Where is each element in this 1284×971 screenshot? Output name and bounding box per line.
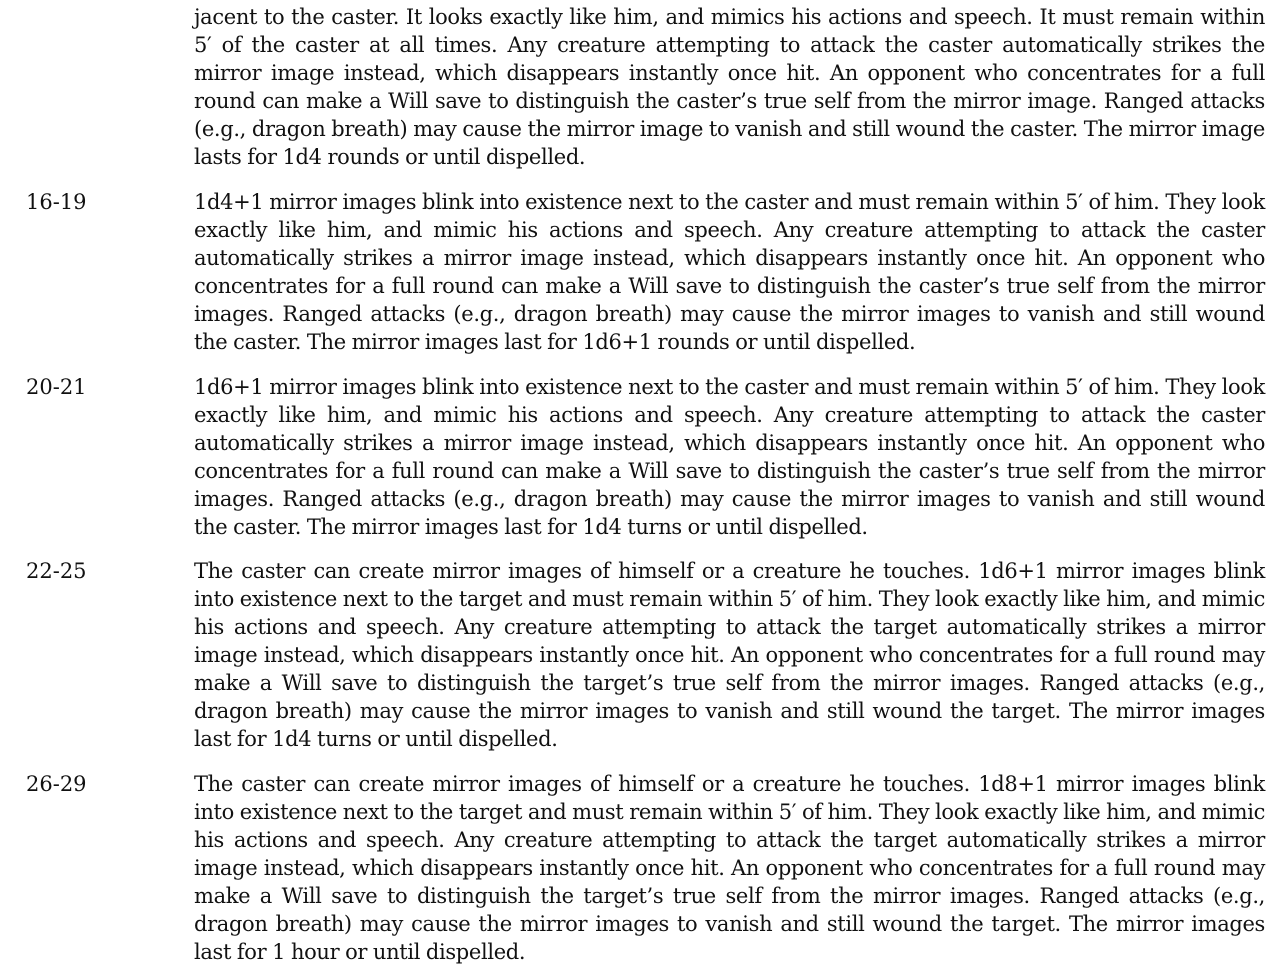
result-description: The caster can create mirror images of himself or a creature he touches. 1d8+1 mirror images blink into existence next to the target and must remain within 5′ of him. They look exactly like him, and mimic his actions and speech. Any creature attempting to attack the target automatically strikes a mirror image instead, which disappears instantly once hit. An opponent who concentrates for a full round may make a Will save to distinguish the target’s true self from the mirror images. Ranged attacks (e.g., dragon breath) may cause the mirror images to vanish and still wound the target. The mirror images last for 1 hour or until dispelled. <box>194 772 1265 964</box>
roll-range: 22-25 <box>26 559 87 583</box>
roll-range: 26-29 <box>26 772 87 796</box>
result-description: 1d6+1 mirror images blink into existence next to the caster and must remain within 5′ of him. They look exactly like him, and mimic his actions and speech. Any creature attempting to attack the caster automatically strikes a mirror image instead, which disappears instantly once hit. An opponent who concentrates for a full round can make a Will save to distinguish the caster’s true self from the mirror images. Ranged attacks (e.g., dragon breath) may cause the mirror images to vanish and still wound the caster. The mirror images last for 1d4 turns or until dispelled. <box>194 375 1265 539</box>
roll-range: 20-21 <box>26 375 87 399</box>
result-description: The caster can create mirror images of himself or a creature he touches. 1d6+1 mirror images blink into existence next to the target and must remain within 5′ of him. They look exactly like him, and mimic his actions and speech. Any creature attempting to attack the target automatically strikes a mirror image instead, which disappears instantly once hit. An opponent who concentrates for a full round may make a Will save to distinguish the target’s true self from the mirror images. Ranged attacks (e.g., dragon breath) may cause the mirror images to vanish and still wound the target. The mirror images last for 1d4 turns or until dispelled. <box>194 559 1265 751</box>
result-description: jacent to the caster. It looks exactly like him, and mimics his actions and speech. It must remain within 5′ of the caster at all times. Any creature attempting to attack the caster automatically strikes the mirror image instead, which disappears instantly once hit. An opponent who concentrates for a full round can make a Will save to distinguish the caster’s true self from the mirror image. Ranged attacks (e.g., dragon breath) may cause the mirror image to vanish and still wound the caster. The mirror image lasts for 1d4 rounds or until dispelled. <box>194 5 1265 169</box>
result-description: 1d4+1 mirror images blink into existence next to the caster and must remain within 5′ of him. They look exactly like him, and mimic his actions and speech. Any creature attempting to attack the caster automatically strikes a mirror image instead, which disappears instantly once hit. An opponent who concentrates for a full round can make a Will save to distinguish the caster’s true self from the mirror images. Ranged attacks (e.g., dragon breath) may cause the mirror images to vanish and still wound the caster. The mirror images last for 1d6+1 rounds or until dispelled. <box>194 190 1265 354</box>
roll-range: 16-19 <box>26 190 87 214</box>
